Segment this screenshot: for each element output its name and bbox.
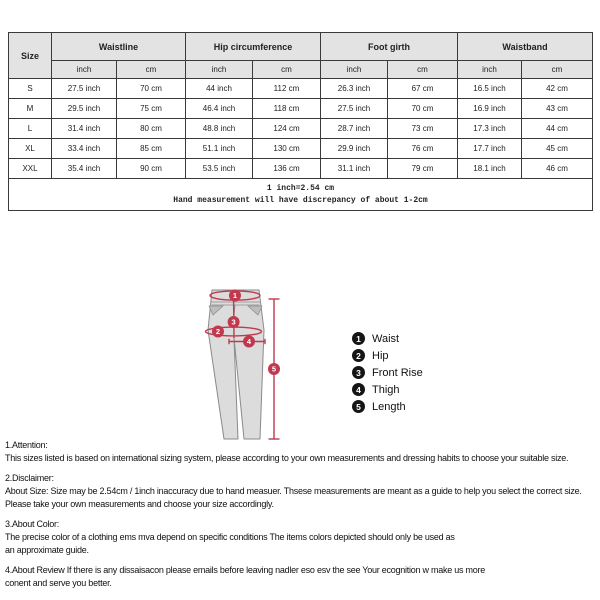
table-cell: 79 cm [388, 159, 458, 179]
svg-text:2: 2 [215, 327, 221, 337]
size-cell: M [9, 99, 52, 119]
table-cell: 73 cm [388, 119, 458, 139]
legend-badge-2: 2 [352, 349, 365, 362]
col-header-waistband: Waistband [458, 33, 593, 61]
table-cell: 80 cm [117, 119, 186, 139]
table-cell: 44 cm [522, 119, 593, 139]
table-cell: 42 cm [522, 79, 593, 99]
unit-header: inch [458, 61, 522, 79]
unit-header: inch [52, 61, 117, 79]
table-row-s [9, 79, 593, 99]
about-color-body-1: The precise color of a clothing ems mva depend on specific conditions The items colors depicted should only be used as [5, 532, 455, 542]
unit-header: inch [186, 61, 253, 79]
legend-label-length: Length [372, 400, 406, 413]
table-row-l [9, 119, 593, 139]
table-cell: 18.1 inch [458, 159, 522, 179]
legend-badge-5: 5 [352, 400, 365, 413]
size-cell: XXL [9, 159, 52, 179]
front-rise-badge [228, 316, 240, 328]
table-cell: 35.4 inch [52, 159, 117, 179]
about-color-section [5, 518, 599, 557]
thigh-badge [243, 336, 255, 348]
table-cell: 27.5 inch [52, 79, 117, 99]
disclaimer-body-1: About Size: Size may be 2.54cm / 1inch inaccuracy due to hand measuer. Thsese measurements are meant as a guide to help you select the correct size. [5, 486, 582, 496]
unit-header: cm [522, 61, 593, 79]
svg-text:3: 3 [231, 317, 236, 327]
table-row-xxl [9, 159, 593, 179]
col-header-waistline: Waistline [52, 33, 186, 61]
table-cell: 26.3 inch [321, 79, 388, 99]
size-cell: L [9, 119, 52, 139]
table-row-m [9, 99, 593, 119]
about-review-section [5, 564, 599, 590]
about-review-body-1: 4.About Review If there is any dissaisacon please emails before leaving nadler eso esv the see Your ecognition w make us more [5, 565, 486, 575]
table-footnote-row [9, 179, 593, 211]
table-cell: 46 cm [522, 159, 593, 179]
table-footnote [9, 179, 593, 211]
legend-label-hip: Hip [372, 349, 389, 362]
measurement-legend [352, 330, 423, 415]
disclaimer-section [5, 472, 599, 511]
table-cell: 29.9 inch [321, 139, 388, 159]
table-header-row [9, 33, 593, 61]
size-cell: S [9, 79, 52, 99]
table-cell: 16.5 inch [458, 79, 522, 99]
disclaimer-title: 2.Disclaimer: [5, 473, 54, 483]
table-cell: 29.5 inch [52, 99, 117, 119]
table-cell: 67 cm [388, 79, 458, 99]
svg-text:1: 1 [232, 291, 238, 301]
legend-item-front-rise [352, 364, 423, 381]
col-header-foot-girth: Foot girth [321, 33, 458, 61]
svg-text:4: 4 [246, 337, 252, 347]
notes-block [5, 439, 599, 597]
attention-title: 1.Attention: [5, 440, 48, 450]
table-cell: 27.5 inch [321, 99, 388, 119]
table-cell: 75 cm [117, 99, 186, 119]
table-cell: 28.7 inch [321, 119, 388, 139]
table-cell: 53.5 inch [186, 159, 253, 179]
table-row-xl [9, 139, 593, 159]
legend-item-hip [352, 347, 423, 364]
attention-body: This sizes listed is based on international sizing system, please according to your own measurements and dressing habits to choose your suitable size. [5, 453, 569, 463]
table-cell: 70 cm [117, 79, 186, 99]
legend-badge-3: 3 [352, 366, 365, 379]
table-cell: 44 inch [186, 79, 253, 99]
legend-badge-1: 1 [352, 332, 365, 345]
unit-header: cm [117, 61, 186, 79]
table-cell: 130 cm [253, 139, 321, 159]
size-chart-table [8, 32, 593, 211]
svg-text:5: 5 [271, 364, 277, 374]
table-cell: 46.4 inch [186, 99, 253, 119]
about-review-body-2: conent and serve you better. [5, 578, 112, 588]
table-cell: 17.7 inch [458, 139, 522, 159]
table-cell: 76 cm [388, 139, 458, 159]
table-cell: 48.8 inch [186, 119, 253, 139]
table-cell: 90 cm [117, 159, 186, 179]
table-cell: 16.9 inch [458, 99, 522, 119]
waist-badge [229, 290, 241, 302]
table-cell: 112 cm [253, 79, 321, 99]
attention-section [5, 439, 599, 465]
legend-item-length [352, 398, 423, 415]
footnote-line-2: Hand measurement will have discrepancy of about 1-2cm [173, 195, 428, 205]
table-cell: 124 cm [253, 119, 321, 139]
footnote-line-1: 1 inch=2.54 cm [266, 183, 335, 193]
pants-measurement-diagram [198, 282, 294, 444]
col-header-hip: Hip circumference [186, 33, 321, 61]
table-cell: 31.1 inch [321, 159, 388, 179]
legend-item-thigh [352, 381, 423, 398]
table-cell: 85 cm [117, 139, 186, 159]
legend-badge-4: 4 [352, 383, 365, 396]
table-cell: 136 cm [253, 159, 321, 179]
legend-label-thigh: Thigh [372, 383, 400, 396]
table-cell: 31.4 inch [52, 119, 117, 139]
unit-header: inch [321, 61, 388, 79]
legend-label-waist: Waist [372, 332, 400, 345]
table-cell: 33.4 inch [52, 139, 117, 159]
table-cell: 17.3 inch [458, 119, 522, 139]
table-cell: 118 cm [253, 99, 321, 119]
about-color-title: 3.About Color: [5, 519, 60, 529]
table-unit-row [9, 61, 593, 79]
table-cell: 70 cm [388, 99, 458, 119]
legend-label-front-rise: Front Rise [372, 366, 423, 379]
table-cell: 51.1 inch [186, 139, 253, 159]
unit-header: cm [253, 61, 321, 79]
about-color-body-2: an approximate guide. [5, 545, 89, 555]
disclaimer-body-2: Please take your own measurements and choose your size accordingly. [5, 499, 274, 509]
table-cell: 45 cm [522, 139, 593, 159]
length-badge [268, 363, 280, 375]
col-header-size: Size [9, 33, 52, 79]
size-cell: XL [9, 139, 52, 159]
unit-header: cm [388, 61, 458, 79]
table-cell: 43 cm [522, 99, 593, 119]
hip-badge [212, 326, 224, 338]
legend-item-waist [352, 330, 423, 347]
